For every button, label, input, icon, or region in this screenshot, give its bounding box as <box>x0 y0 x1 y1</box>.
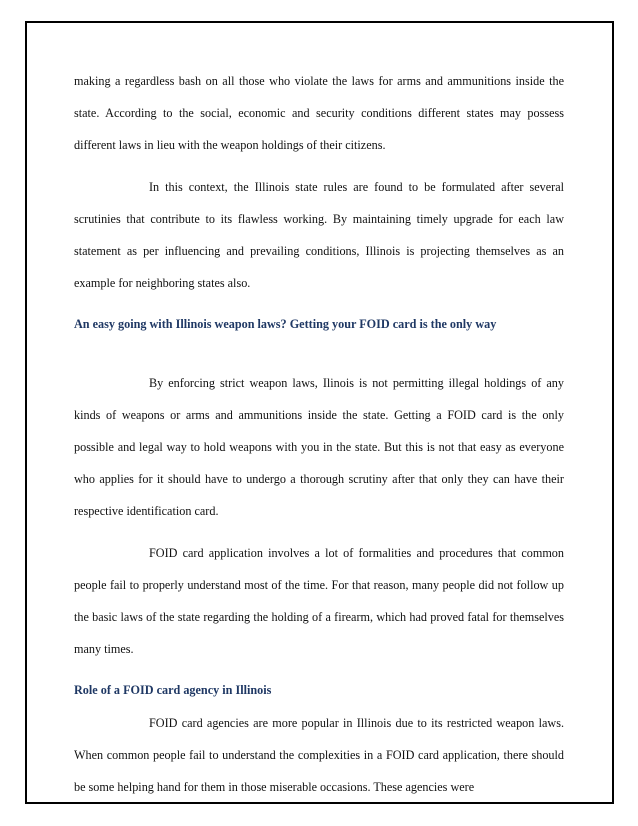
document-body <box>74 65 564 803</box>
paragraph-2: In this context, the Illinois state rules are found to be formulated after several scrutinies that contribute to its flawless working. By maintaining timely upgrade for each law statement as per influencing and prevailing conditions, Illinois is projecting themselves as an example for neighboring states also. <box>74 179 564 291</box>
section-heading-foid-agency: Role of a FOID card agency in Illinois <box>74 683 272 698</box>
spacer <box>74 162 564 171</box>
section-heading-foid-card: An easy going with Illinois weapon laws? Getting your FOID card is the only way <box>74 317 497 332</box>
paragraph-3: By enforcing strict weapon laws, Ilinois is not permitting illegal holdings of any kinds of weapons or arms and ammunitions inside the state. Getting a FOID card is the only possible and legal way to hold weapons with you in the state. But this is not that easy as everyone who applies for it should have to undergo a thorough scrutiny after that only they can have their respective identification card. <box>74 375 564 519</box>
paragraph-1: making a regardless bash on all those who violate the laws for arms and ammunitions inside the state. According to the social, economic and security conditions different states may possess different laws in lieu with the weapon holdings of their citizens. <box>74 74 564 153</box>
spacer <box>74 528 564 537</box>
spacer <box>74 299 564 308</box>
spacer <box>74 665 564 674</box>
paragraph-5: FOID card agencies are more popular in Illinois due to its restricted weapon laws. When common people fail to understand the complexities in a FOID card application, there should be some helping hand for them in those miserable occasions. These agencies were <box>74 715 564 795</box>
spacer <box>74 341 564 367</box>
paragraph-4: FOID card application involves a lot of formalities and procedures that common people fail to properly understand most of the time. For that reason, many people did not follow up the basic laws of the state regarding the holding of a firearm, which had proved fatal for themselves many times. <box>74 545 564 657</box>
